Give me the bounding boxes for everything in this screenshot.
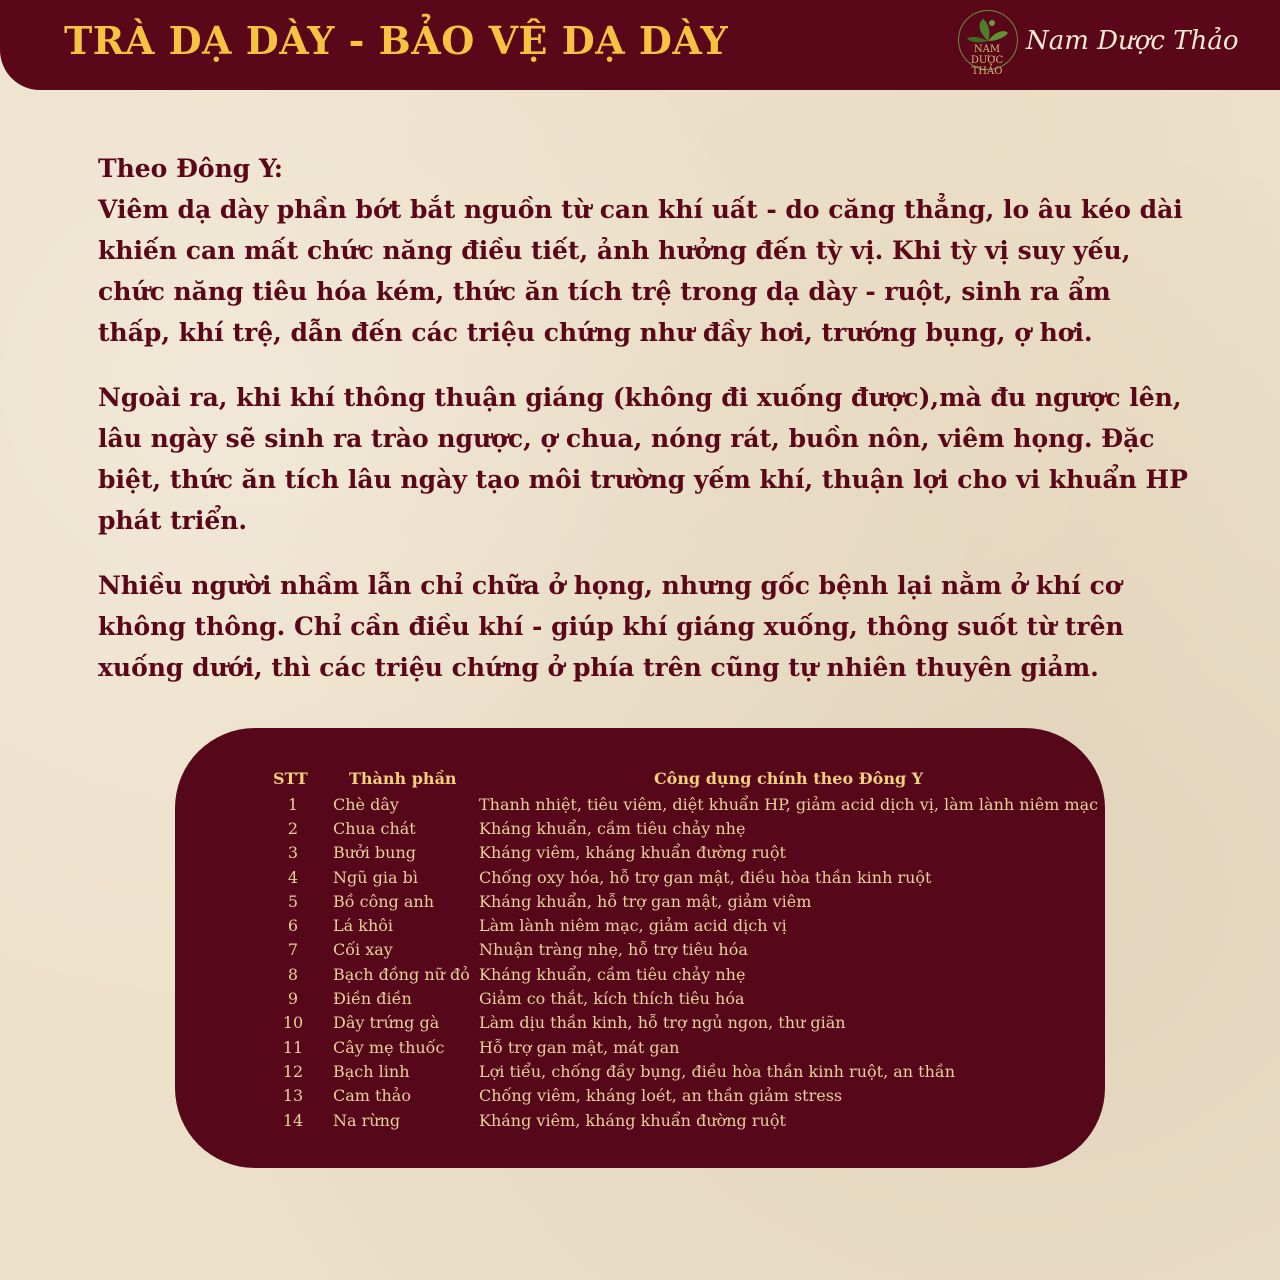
brand-logo	[958, 10, 1018, 82]
paragraph-3: Nhiều người nhầm lẫn chỉ chữa ở họng, nhưng gốc bệnh lại nằm ở khí cơ không thông. Chỉ cần điều khí - giúp khí giáng xuống, thông suốt từ trên xuống dưới, thì các triệu chứng ở phía trên cũng tự nhiên thuyên giảm.	[98, 571, 1124, 682]
ingredient-name: Ngũ gia bì	[333, 867, 418, 887]
ingredient-name: Bồ công anh	[333, 891, 435, 911]
ingredient-use: Chống oxy hóa, hỗ trợ gan mật, điều hòa thần kinh ruột	[479, 867, 932, 887]
row-number: 7	[287, 940, 299, 960]
row-number: 9	[287, 989, 299, 1009]
row-number: 13	[282, 1086, 304, 1106]
ingredient-use: Kháng viêm, kháng khuẩn đường ruột	[479, 843, 786, 863]
ingredient-use: Làm lành niêm mạc, giảm acid dịch vị	[479, 916, 787, 936]
ingredient-name: Cam thảo	[333, 1086, 411, 1106]
ingredient-use: Làm dịu thần kinh, hỗ trợ ngủ ngon, thư giãn	[479, 1013, 846, 1033]
table-row	[253, 938, 1098, 962]
ingredient-use: Kháng khuẩn, cầm tiêu chảy nhẹ	[479, 818, 746, 838]
paragraph-2: Ngoài ra, khi khí thông thuận giáng (không đi xuống được),mà đu ngược lên, lâu ngày sẽ sinh ra trào ngược, ợ chua, nóng rát, buồn nôn, viêm họng. Đặc biệt, thức ăn tích lâu ngày tạo môi trường yếm khí, thuận lợi cho vi khuẩn HP phát triển.	[98, 383, 1188, 535]
row-number: 8	[287, 964, 299, 984]
ingredient-name: Lá khôi	[333, 916, 393, 936]
ingredient-use: Nhuận tràng nhẹ, hỗ trợ tiêu hóa	[479, 940, 748, 960]
ingredient-use: Lợi tiểu, chống đầy bụng, điều hòa thần kinh ruột, an thần	[479, 1061, 956, 1081]
ingredient-name: Chè dây	[333, 794, 399, 814]
ingredient-name: Bạch linh	[333, 1061, 410, 1081]
header-bar	[0, 0, 1280, 90]
ingredient-name: Chua chát	[333, 818, 416, 838]
row-number: 5	[287, 891, 299, 911]
table-row	[253, 816, 1098, 840]
ingredient-use: Hỗ trợ gan mật, mát gan	[479, 1037, 680, 1057]
table-row	[253, 913, 1098, 937]
table-row	[253, 865, 1098, 889]
brand-name: Nam Dược Thảo	[1026, 26, 1239, 56]
table-row	[253, 841, 1098, 865]
table-row	[253, 1084, 1098, 1108]
row-number: 6	[287, 916, 299, 936]
row-number: 4	[287, 867, 299, 887]
col-header-ingredient: Thành phần	[349, 768, 457, 788]
row-number: 2	[287, 818, 299, 838]
table-row	[253, 1108, 1098, 1132]
ingredient-name: Bưởi bung	[333, 843, 416, 863]
table-header-row	[253, 764, 1098, 792]
ingredients-table	[253, 764, 1098, 1132]
section-heading: Theo Đông Y:	[98, 154, 283, 183]
table-row	[253, 792, 1098, 816]
ingredient-name: Dây trứng gà	[333, 1013, 440, 1033]
ingredient-name: Điền điền	[333, 989, 412, 1009]
table-row	[253, 889, 1098, 913]
ingredient-name: Cối xay	[333, 940, 393, 960]
row-number: 11	[282, 1037, 304, 1057]
ingredient-use: Giảm co thắt, kích thích tiêu hóa	[479, 989, 745, 1009]
table-row	[253, 1035, 1098, 1059]
table-row	[253, 1011, 1098, 1035]
ingredient-name: Bạch đồng nữ đỏ	[333, 964, 470, 984]
ingredient-use: Kháng viêm, kháng khuẩn đường ruột	[479, 1110, 786, 1130]
row-number: 3	[287, 843, 299, 863]
article-body	[98, 148, 1188, 688]
row-number: 1	[287, 794, 299, 814]
table-row	[253, 1059, 1098, 1083]
logo-wordmark: NAM DƯỢC THẢO	[970, 44, 1004, 77]
row-number: 12	[282, 1061, 304, 1081]
ingredient-use: Kháng khuẩn, hỗ trợ gan mật, giảm viêm	[479, 891, 812, 911]
ingredient-use: Thanh nhiệt, tiêu viêm, diệt khuẩn HP, giảm acid dịch vị, làm lành niêm mạc	[479, 794, 1099, 814]
row-number: 10	[282, 1013, 304, 1033]
ingredient-use: Chống viêm, kháng loét, an thần giảm stress	[479, 1086, 843, 1106]
ingredients-panel	[175, 728, 1105, 1168]
col-header-use: Công dụng chính theo Đông Y	[653, 768, 924, 788]
table-row	[253, 986, 1098, 1010]
ingredient-use: Kháng khuẩn, cầm tiêu chảy nhẹ	[479, 964, 746, 984]
col-header-stt: STT	[273, 768, 308, 788]
table-row	[253, 962, 1098, 986]
page-title: TRÀ DẠ DÀY - BẢO VỆ DẠ DÀY	[64, 18, 729, 63]
paragraph-1: Theo Đông Y: Viêm dạ dày phần bớt bắt nguồn từ can khí uất - do căng thẳng, lo âu kéo dài khiến can mất chức năng điều tiết, ảnh hưởng đến tỳ vị. Khi tỳ vị suy yếu, chức năng tiêu hóa kém, thức ăn tích trệ trong dạ dày - ruột, sinh ra ẩm thấp, khí trệ, dẫn đến các triệu chứng như đầy hơi, trướng bụng, ợ hơi.	[98, 154, 1183, 347]
ingredient-name: Na rừng	[333, 1110, 401, 1130]
row-number: 14	[282, 1110, 304, 1130]
ingredient-name: Cây mẹ thuốc	[333, 1037, 445, 1057]
